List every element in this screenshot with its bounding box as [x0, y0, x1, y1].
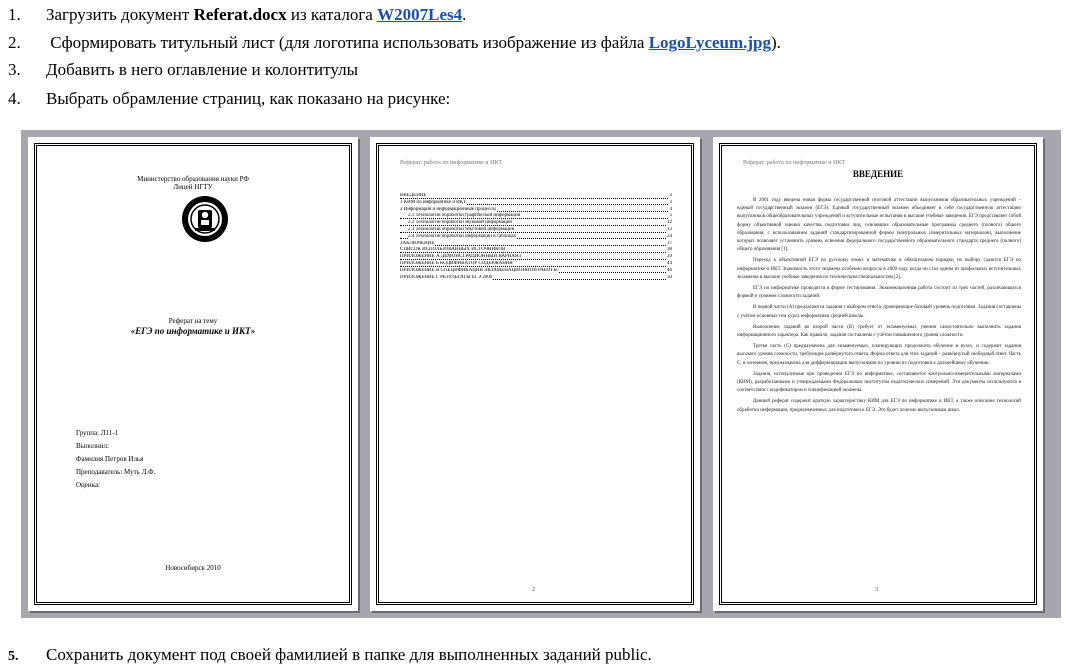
toc-entry-title: ПРИЛОЖЕНИЕ В СПЕЦИФИКАЦИЯ ЭКЗАМЕНАЦИОННОЙ РАБОТЫ — [400, 267, 558, 273]
toc-entry-page: 4 — [669, 206, 672, 212]
toc-entry-page: 50 — [667, 274, 672, 280]
toc-entry[interactable] — [400, 268, 672, 275]
toc-entry-title: ПРИЛОЖЕНИЕ Б КОДИФИКАТОР СОДЕРЖАНИЯ — [400, 260, 513, 266]
toc-entry-page: 37 — [667, 240, 672, 246]
pages-preview — [21, 130, 1061, 618]
intro-paragraph: Данный реферат содержит краткую характеристику КИМ для ЕГЭ по информатике и ИКТ, а также описание технологий обработки информации, предназначенных для подготовки к ЕГЭ. Это будет полезно выпускникам школ. — [737, 399, 1021, 413]
toc-entry[interactable] — [400, 247, 672, 254]
group-text: Группа: Л11-1 — [76, 429, 119, 437]
file-name: Referat.docx — [193, 5, 287, 24]
toc-entry-title: 2.2 Технологии обработки звуковой информации — [408, 220, 513, 226]
toc-entry-title: ВВЕДЕНИЕ — [400, 193, 427, 198]
toc-entry-title: 2.3 Технологии обработки текстовой информации — [408, 226, 515, 232]
topic-label: Реферат на тему — [168, 317, 218, 325]
toc-entry-title: СПИСОК ИСПОЛЬЗОВАННЫХ ИСТОЧНИКОВ — [400, 247, 506, 253]
toc-entry-page: 12 — [667, 220, 672, 226]
page-number: 3 — [875, 587, 878, 593]
toc-entry[interactable] — [400, 227, 672, 234]
student-text: Фамилия Петров Илья — [76, 455, 144, 463]
school-text: Лицей НГТУ — [173, 183, 213, 191]
toc-entry-title: 1 КИМ по информатике и ИКТ — [400, 199, 467, 205]
grade-text: Оценка: — [76, 481, 101, 489]
toc-entry-page: 39 — [667, 254, 672, 260]
task-number: 4. — [8, 89, 21, 108]
toc-entry[interactable] — [400, 241, 672, 248]
intro-page — [713, 137, 1043, 611]
toc-entry-page: 3 — [669, 193, 672, 198]
task-number: 5. — [8, 649, 19, 664]
report-title: «ЕГЭ по информатике и ИКТ» — [130, 326, 256, 336]
city-year: Новосибирск 2010 — [165, 564, 221, 572]
toc-entry[interactable] — [400, 207, 672, 214]
task-number: 2. — [8, 33, 21, 52]
toc-entry[interactable] — [400, 193, 672, 200]
table-of-contents — [400, 193, 672, 281]
toc-entry-page: 5 — [669, 213, 672, 219]
folder-link[interactable]: W2007Les4 — [377, 5, 463, 24]
page-header: Реферат: работа по информатике и ИКТ — [400, 160, 503, 166]
intro-paragraph: Задания, используемые при проведении ЕГЭ по информатике, составляются контрольно-измерительными материалами (КИМ), разработанными и утверждаемыми Федеральным институтом педагогических измерений. Эти документы используются в соответствии с кодификатором и спецификацией экзамена. — [737, 371, 1021, 394]
intro-paragraph: В 2001 году введена новая форма государственной итоговой аттестации выпускников образовательных учреждений – единый государственный экзамен (ЕГЭ). Единый государственный экзамен объединяет в себе государственную аттестацию выпускников общеобразовательных учреждений и вступительные испытания в высшие учебные заведения. ЕГЭ представляет собой форму объективной оценки качества подготовки лиц, освоивших образовательные программы среднего (полного) общего образования, с использованием заданий стандартизированной формы (контрольных измерительных материалов), выполнение которых позволяет установить уровень освоения федерального государственного образовательного стандарта среднего (полного) общего образования [1]. — [737, 198, 1021, 253]
intro-paragraph: Третья часть (С) предназначена для экзаменуемых, планирующих продолжить обучение в вузах, и содержит задания высокого уровня сложности, требующие развёрнутого ответа. Форма ответа для этих заданий – развёрнутый свободный ответ. Часть С, в основном, предназначена для дифференциации выпускников по уровню их подготовки к дальнейшему обучению. — [737, 344, 1021, 366]
teacher-text: Преподаватель: Муть Л.Ф. — [76, 468, 156, 476]
task-4: 4. Выбрать обрамление страниц, как показано на рисунке: — [8, 89, 451, 108]
page-number: 2 — [532, 587, 535, 593]
task-number: 1. — [8, 5, 21, 24]
intro-paragraph: ЕГЭ по информатике проводится в форме тестирования. Экзаменационная работа состоит из трёх частей, различающихся формой и уровнем сложности заданий. — [737, 286, 1021, 300]
logo-file-link[interactable]: LogoLyceum.jpg — [648, 33, 772, 52]
toc-entry[interactable] — [400, 254, 672, 261]
toc-entry-page: 38 — [667, 247, 672, 253]
toc-entry-title: ЗАКЛЮЧЕНИЕ — [400, 240, 435, 246]
task-1: 1. Загрузить документ Referat.docx из каталога W2007Les4. — [8, 5, 467, 24]
toc-entry[interactable] — [400, 261, 672, 268]
toc-entry[interactable] — [400, 213, 672, 220]
toc-entry-title: ПРИЛОЖЕНИЕ А ДЕМОНСТРАЦИОННЫЙ ВАРИАНТ — [400, 254, 522, 260]
done-text: Выполнил: — [76, 442, 109, 450]
ministry-text: Министерство образования науки РФ — [137, 175, 249, 183]
task-2: 2. Сформировать титульный лист (для логотипа использовать изображение из файла LogoLyceum.jpg). — [8, 33, 781, 52]
intro-body — [737, 197, 1021, 595]
task-3: 3. Добавить в него оглавление и колонтитулы — [8, 60, 359, 79]
toc-entry-title: 2 Информация и информационные процессы — [400, 206, 496, 212]
intro-paragraph: Переход к объективной ЕГЭ по русскому языку и математике в обязательном порядке, по выбору сдаются ЕГЭ по информатике и ИКТ. Значимость этого экзамена особенно возросла в 2009 году, когда он стал одним из профильных вступительных экзаменов в высшие учебные заведения по техническим специальностям [2]. — [737, 258, 1021, 280]
task-5: 5. Сохранить документ под своей фамилией в папке для выполненных заданий public. — [8, 645, 652, 667]
page-header: Реферат: работа по информатике и ИКТ — [743, 160, 846, 166]
toc-page — [370, 137, 700, 611]
toc-entry-page: 46 — [667, 267, 672, 273]
toc-entry[interactable] — [400, 200, 672, 207]
toc-entry[interactable] — [400, 275, 672, 282]
toc-entry-page: 13 — [667, 226, 672, 232]
toc-entry-page: 44 — [667, 260, 672, 266]
intro-heading: ВВЕДЕНИЕ — [852, 169, 904, 179]
intro-paragraph: В первой части (А) предлагаются задания с выбором ответа, проверяющие базовый уровень подготовки. Задания составлены с учётом основных тем курса информатики средней школы. — [737, 305, 1021, 319]
intro-paragraph: Выполнение заданий во второй части (В) требует от экзаменуемых умения самостоятельно выполнить задания информационного характера. Как правило, задания составлены с учётом повышенного уровня сложности. — [737, 324, 1021, 339]
toc-entry[interactable] — [400, 234, 672, 241]
task-number: 3. — [8, 60, 21, 79]
toc-entry-title: ПРИЛОЖЕНИЕ Г РЕЗУЛЬТАТЫ ЕГЭ 2009 — [400, 274, 493, 280]
title-page — [28, 137, 358, 611]
toc-entry[interactable] — [400, 220, 672, 227]
toc-entry-page: 24 — [667, 233, 672, 239]
toc-entry-title: 2.1 Технологии обработки графической информации — [408, 213, 521, 219]
toc-entry-title: 2.4 Технологии обработки информации в таблицах — [408, 233, 517, 239]
toc-entry-page: 3 — [669, 199, 672, 205]
lyceum-logo-icon — [180, 194, 230, 244]
